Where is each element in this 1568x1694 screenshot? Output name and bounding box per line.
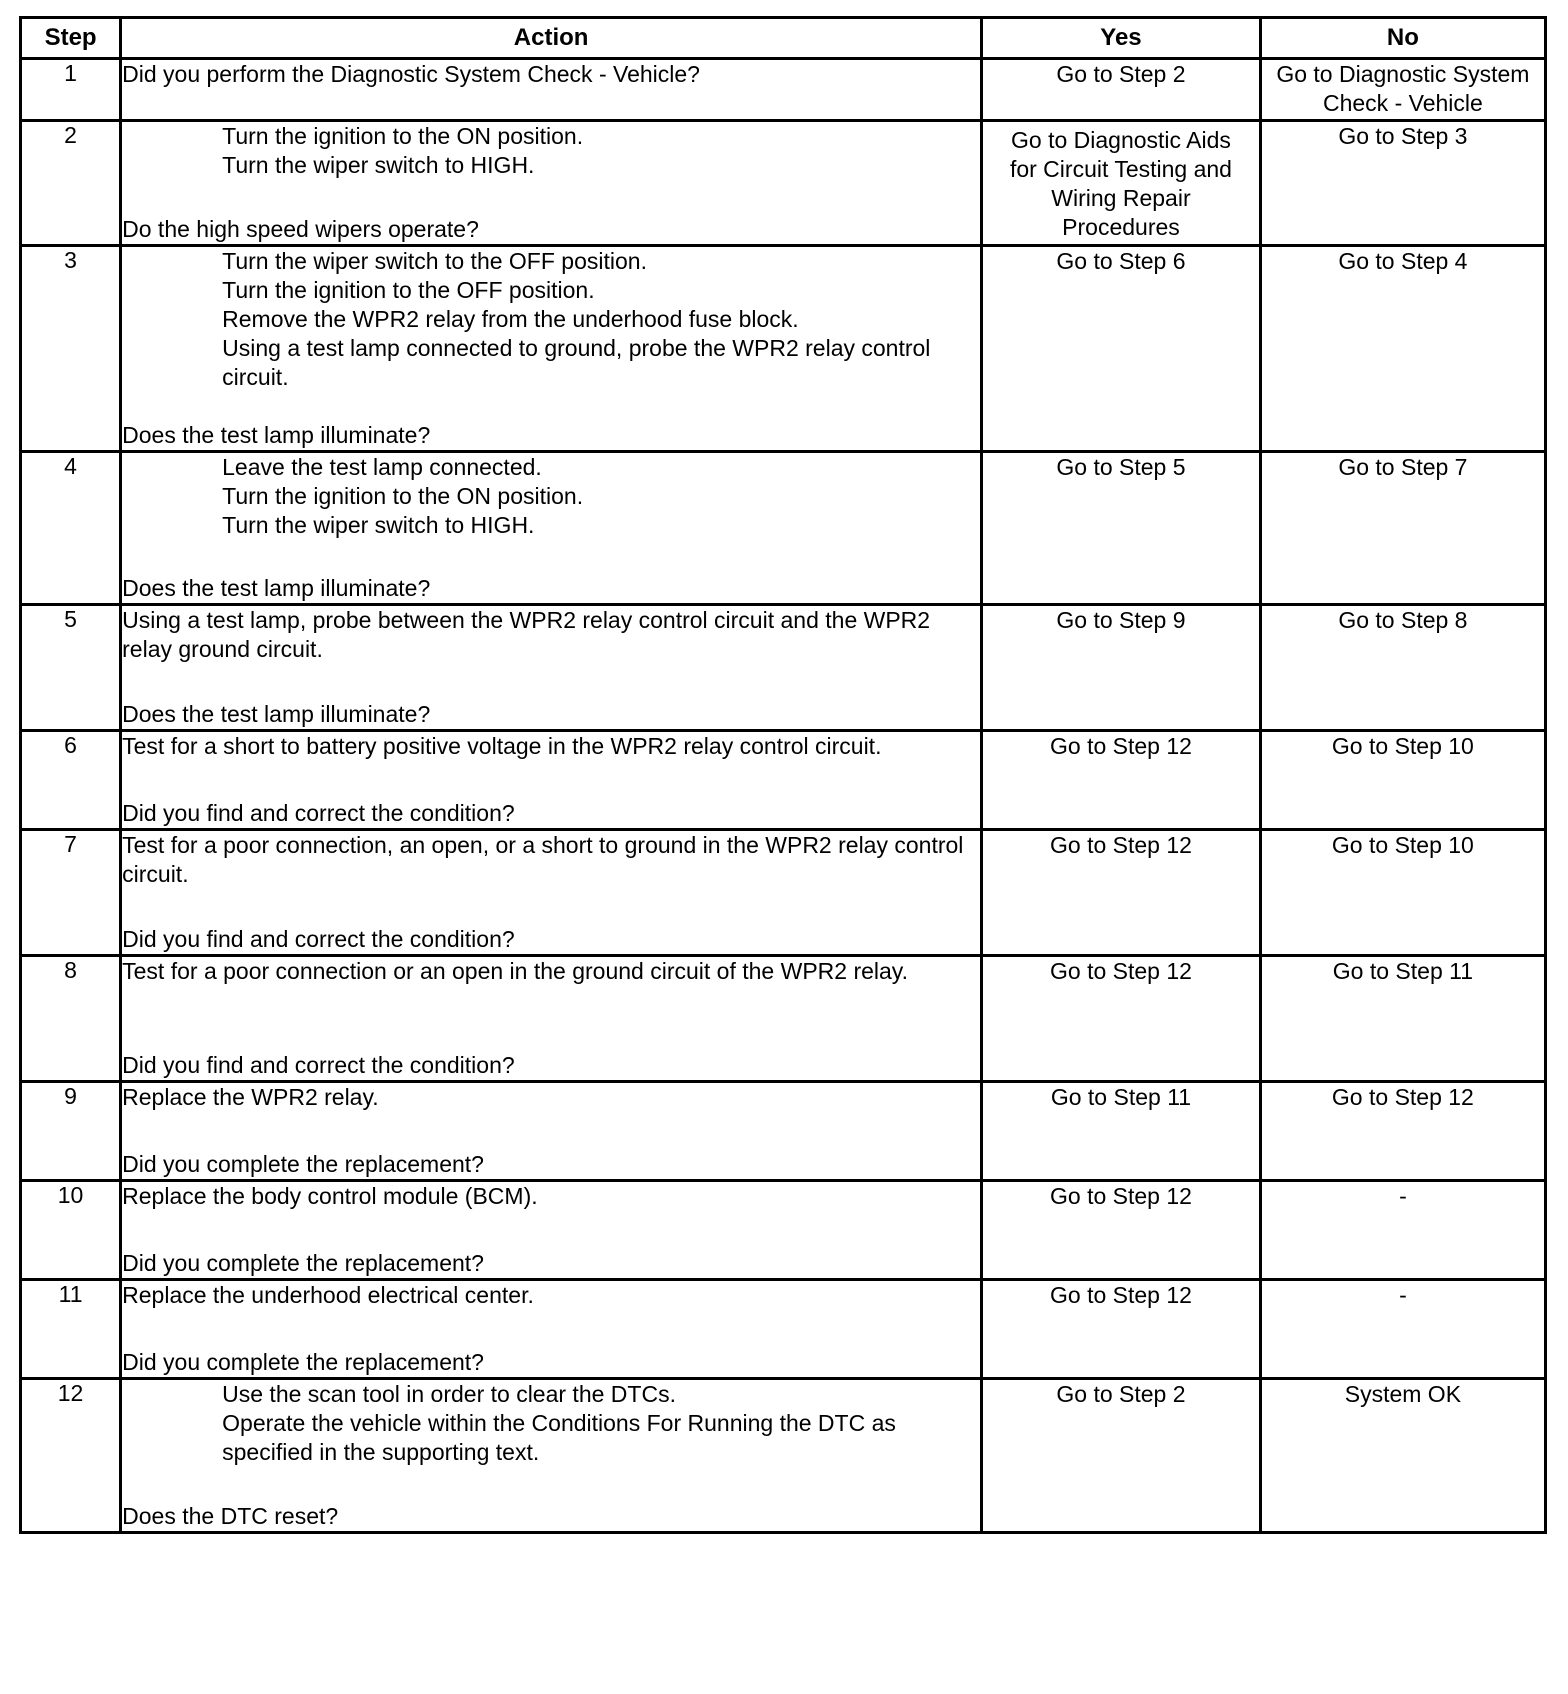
table-row	[21, 605, 1546, 731]
action-question: Did you find and correct the condition?	[122, 800, 515, 826]
action-question: Do the high speed wipers operate?	[122, 216, 479, 242]
table-row	[21, 830, 1546, 956]
no-result: Go to Step 7	[1260, 452, 1545, 605]
header-step: Step	[21, 18, 121, 59]
action-question: Did you complete the replacement?	[122, 1250, 484, 1276]
action-cell	[121, 452, 982, 605]
table-row	[21, 246, 1546, 452]
step-number: 11	[21, 1280, 121, 1379]
header-no: No	[1260, 18, 1545, 59]
action-question: Did you find and correct the condition?	[122, 926, 515, 952]
action-text: Using a test lamp, probe between the WPR2 relay control circuit and the WPR2 relay ground circuit.	[122, 607, 931, 662]
step-number: 2	[21, 121, 121, 246]
yes-result: Go to Step 12	[982, 1181, 1261, 1280]
yes-result: Go to Step 12	[982, 956, 1261, 1082]
action-instruction: Turn the ignition to the ON position.	[222, 483, 584, 509]
no-result: Go to Diagnostic System Check - Vehicle	[1260, 59, 1545, 121]
no-result: Go to Step 3	[1260, 121, 1545, 246]
action-text: Did you perform the Diagnostic System Check - Vehicle?	[122, 61, 700, 87]
action-instruction: Use the scan tool in order to clear the DTCs.	[222, 1381, 676, 1407]
yes-result: Go to Step 12	[982, 1280, 1261, 1379]
action-instruction: Turn the wiper switch to HIGH.	[222, 512, 535, 538]
action-cell	[121, 121, 982, 246]
action-instruction: Turn the ignition to the OFF position.	[222, 277, 595, 303]
step-number: 10	[21, 1181, 121, 1280]
step-number: 3	[21, 246, 121, 452]
action-cell	[121, 1280, 982, 1379]
no-result: Go to Step 8	[1260, 605, 1545, 731]
action-question: Does the test lamp illuminate?	[122, 422, 431, 448]
action-question: Did you complete the replacement?	[122, 1151, 484, 1177]
action-instruction: Operate the vehicle within the Conditions For Running the DTC as specified in the supporting text.	[222, 1410, 896, 1465]
action-text: Test for a short to battery positive voltage in the WPR2 relay control circuit.	[122, 733, 882, 759]
action-cell	[121, 59, 982, 121]
table-row	[21, 59, 1546, 121]
action-instruction: Turn the wiper switch to the OFF position.	[222, 248, 647, 274]
no-result: Go to Step 12	[1260, 1082, 1545, 1181]
header-row	[21, 18, 1546, 59]
yes-result: Go to Diagnostic Aids for Circuit Testing and Wiring Repair Procedures	[982, 121, 1261, 246]
step-number: 9	[21, 1082, 121, 1181]
header-yes: Yes	[982, 18, 1261, 59]
action-instruction: Turn the ignition to the ON position.	[222, 123, 584, 149]
step-number: 8	[21, 956, 121, 1082]
no-result: Go to Step 10	[1260, 731, 1545, 830]
no-result: Go to Step 10	[1260, 830, 1545, 956]
action-cell	[121, 731, 982, 830]
no-result: Go to Step 4	[1260, 246, 1545, 452]
action-question: Did you find and correct the condition?	[122, 1052, 515, 1078]
yes-result: Go to Step 5	[982, 452, 1261, 605]
action-instruction: Using a test lamp connected to ground, probe the WPR2 relay control circuit.	[222, 335, 931, 390]
action-text: Replace the body control module (BCM).	[122, 1183, 538, 1209]
diagnostic-table	[19, 16, 1547, 1534]
action-cell	[121, 830, 982, 956]
no-result: -	[1260, 1280, 1545, 1379]
table-row	[21, 121, 1546, 246]
no-result: System OK	[1260, 1379, 1545, 1533]
action-cell	[121, 1082, 982, 1181]
table-row	[21, 731, 1546, 830]
action-text: Test for a poor connection or an open in the ground circuit of the WPR2 relay.	[122, 958, 908, 984]
step-number: 6	[21, 731, 121, 830]
table-row	[21, 452, 1546, 605]
action-question: Does the DTC reset?	[122, 1503, 339, 1529]
action-cell	[121, 605, 982, 731]
no-result: -	[1260, 1181, 1545, 1280]
action-question: Does the test lamp illuminate?	[122, 701, 431, 727]
action-cell	[121, 246, 982, 452]
step-number: 1	[21, 59, 121, 121]
step-number: 5	[21, 605, 121, 731]
step-number: 7	[21, 830, 121, 956]
yes-result: Go to Step 11	[982, 1082, 1261, 1181]
no-result: Go to Step 11	[1260, 956, 1545, 1082]
table-row	[21, 956, 1546, 1082]
yes-result: Go to Step 2	[982, 1379, 1261, 1533]
yes-result: Go to Step 12	[982, 830, 1261, 956]
table-row	[21, 1181, 1546, 1280]
action-question: Does the test lamp illuminate?	[122, 575, 431, 601]
action-text: Test for a poor connection, an open, or a short to ground in the WPR2 relay control circuit.	[122, 832, 964, 887]
action-cell	[121, 1181, 982, 1280]
table-row	[21, 1280, 1546, 1379]
table-row	[21, 1379, 1546, 1533]
yes-result: Go to Step 2	[982, 59, 1261, 121]
action-cell	[121, 956, 982, 1082]
yes-result: Go to Step 12	[982, 731, 1261, 830]
action-question: Did you complete the replacement?	[122, 1349, 484, 1375]
action-instruction: Leave the test lamp connected.	[222, 454, 542, 480]
action-instruction: Remove the WPR2 relay from the underhood fuse block.	[222, 306, 799, 332]
yes-result: Go to Step 9	[982, 605, 1261, 731]
step-number: 4	[21, 452, 121, 605]
step-number: 12	[21, 1379, 121, 1533]
action-instruction: Turn the wiper switch to HIGH.	[222, 152, 535, 178]
yes-result: Go to Step 6	[982, 246, 1261, 452]
table-row	[21, 1082, 1546, 1181]
action-cell	[121, 1379, 982, 1533]
action-text: Replace the underhood electrical center.	[122, 1282, 534, 1308]
action-text: Replace the WPR2 relay.	[122, 1084, 379, 1110]
header-action: Action	[121, 18, 982, 59]
